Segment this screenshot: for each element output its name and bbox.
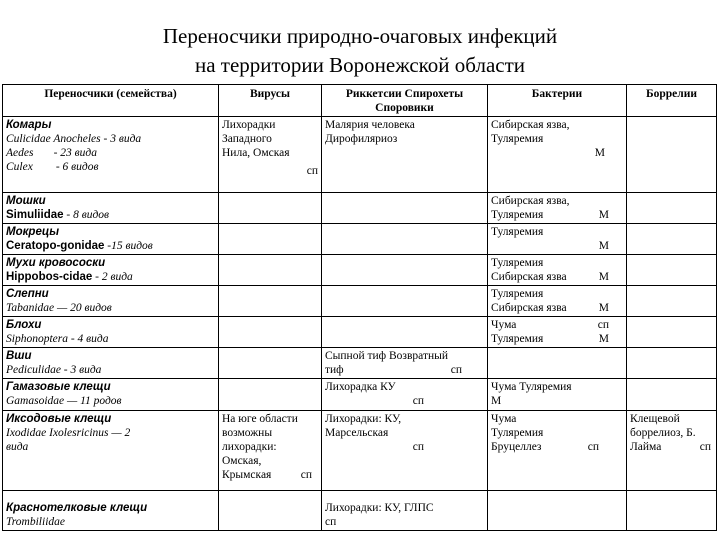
- carrier-detail: -15 видов: [104, 240, 153, 252]
- cell-note: сп: [300, 469, 312, 481]
- page-title: [0, 22, 720, 80]
- carrier-cell: [3, 491, 219, 531]
- carrier-detail: вида: [6, 441, 29, 453]
- borrelia-cell: [627, 224, 717, 255]
- virus-cell: [219, 348, 322, 379]
- cell-text: Малярия человека: [325, 119, 415, 131]
- cell-note: сп: [306, 165, 318, 177]
- cell-text: М: [491, 395, 502, 407]
- carrier-detail: Culex - 6 видов: [6, 161, 99, 173]
- carrier-name: Вши: [6, 350, 32, 362]
- carrier-detail: Ceratopo-gonidae: [6, 240, 105, 252]
- bacteria-cell: [488, 255, 627, 286]
- carrier-cell: [3, 286, 219, 317]
- cell-text: Туляремия: [491, 209, 544, 221]
- header-borrelia: Боррелии: [627, 85, 717, 117]
- virus-cell: [219, 379, 322, 411]
- cell-text: Лихорадки: [222, 119, 276, 131]
- rickettsia-cell: [322, 286, 488, 317]
- table-row: [3, 286, 717, 317]
- carrier-name: Мухи кровососки: [6, 257, 106, 269]
- cell-text: Туляремия: [491, 427, 544, 439]
- cell-note: М: [598, 333, 609, 345]
- cell-text: возможны: [222, 427, 273, 439]
- cell-text: Сибирская язва,: [491, 195, 570, 207]
- cell-text: Дирофиляриоз: [325, 133, 398, 145]
- cell-text: Туляремия: [491, 333, 544, 345]
- rickettsia-cell: [322, 379, 488, 411]
- carrier-cell: [3, 411, 219, 491]
- borrelia-cell: [627, 317, 717, 348]
- carrier-detail: Trombiliidae: [6, 516, 65, 528]
- cell-text: Туляремия: [491, 288, 544, 300]
- cell-text: Чума: [491, 319, 517, 331]
- rickettsia-cell: [322, 348, 488, 379]
- virus-cell: [219, 491, 322, 531]
- carrier-detail: Ixodidae Ixolesricinus — 2: [6, 427, 131, 439]
- cell-text: Марсельская: [325, 427, 389, 439]
- bacteria-cell: [488, 286, 627, 317]
- cell-text: Туляремия: [491, 226, 544, 238]
- virus-cell: [219, 224, 322, 255]
- carrier-detail: Tabanidae — 20 видов: [6, 302, 112, 314]
- cell-note: М: [598, 240, 609, 252]
- bacteria-cell: [488, 317, 627, 348]
- rickettsia-cell: [322, 255, 488, 286]
- table-row: [3, 117, 717, 193]
- rickettsia-cell: [322, 411, 488, 491]
- bacteria-cell: [488, 224, 627, 255]
- cell-note: сп: [412, 441, 424, 453]
- cell-text: сп: [325, 516, 337, 528]
- rickettsia-cell: [322, 224, 488, 255]
- borrelia-cell: [627, 286, 717, 317]
- cell-text: На юге области: [222, 413, 298, 425]
- carrier-name: Гамазовые клещи: [6, 381, 111, 393]
- carrier-detail: Hippobos-cidae: [6, 271, 93, 283]
- rickettsia-cell: [322, 491, 488, 531]
- carrier-detail: - 8 видов: [63, 209, 110, 221]
- carrier-detail: Aedes - 23 вида: [6, 147, 97, 159]
- carriers-table: [2, 84, 717, 531]
- carrier-name: Слепни: [6, 288, 49, 300]
- cell-text: Клещевой: [630, 413, 680, 425]
- carrier-name: Комары: [6, 119, 52, 131]
- borrelia-cell: [627, 379, 717, 411]
- table-row: [3, 224, 717, 255]
- table-row: [3, 348, 717, 379]
- virus-cell: [219, 193, 322, 224]
- cell-text: Нила, Омская: [222, 147, 290, 159]
- cell-text: Туляремия: [491, 257, 544, 269]
- cell-note: М: [598, 209, 609, 221]
- title-line-2: на территории Воронежской области: [194, 53, 525, 77]
- borrelia-cell: [627, 348, 717, 379]
- cell-text: тиф: [325, 364, 344, 376]
- carrier-cell: [3, 193, 219, 224]
- carrier-detail: Culicidae Anocheles - 3 вида: [6, 133, 142, 145]
- borrelia-cell: [627, 411, 717, 491]
- header-rickettsia: Риккетсии Спирохеты Споровики: [322, 85, 488, 117]
- carrier-name: Блохи: [6, 319, 42, 331]
- bacteria-cell: [488, 193, 627, 224]
- bacteria-cell: [488, 379, 627, 411]
- carrier-detail: Siphonoptera - 4 вида: [6, 333, 109, 345]
- bacteria-cell: [488, 348, 627, 379]
- cell-text: Западного: [222, 133, 272, 145]
- table-header-row: [3, 85, 717, 117]
- virus-cell: [219, 317, 322, 348]
- header-viruses: Вирусы: [219, 85, 322, 117]
- carrier-name: Краснотелковые клещи: [6, 502, 148, 514]
- carrier-name: Иксодовые клещи: [6, 413, 112, 425]
- cell-note: М: [594, 147, 605, 159]
- cell-text: Крымская: [222, 469, 272, 481]
- carrier-cell: [3, 224, 219, 255]
- table-row: [3, 193, 717, 224]
- bacteria-cell: [488, 411, 627, 491]
- cell-note: сп: [587, 441, 599, 453]
- cell-note: сп: [597, 319, 609, 331]
- carrier-cell: [3, 255, 219, 286]
- carrier-detail: Simuliidae: [6, 209, 64, 221]
- header-bacteria: Бактерии: [488, 85, 627, 117]
- virus-cell: [219, 255, 322, 286]
- cell-text: Лайма: [630, 441, 662, 453]
- carrier-cell: [3, 117, 219, 193]
- cell-note: М: [598, 271, 609, 283]
- carrier-detail: Gamasoidae — 11 родов: [6, 395, 122, 407]
- borrelia-cell: [627, 193, 717, 224]
- cell-text: Туляремия: [491, 133, 544, 145]
- carrier-detail: - 2 вида: [92, 271, 133, 283]
- carrier-cell: [3, 348, 219, 379]
- table-row: [3, 491, 717, 531]
- table-row: [3, 255, 717, 286]
- cell-note: М: [598, 302, 609, 314]
- bacteria-cell: [488, 117, 627, 193]
- borrelia-cell: [627, 255, 717, 286]
- cell-text: боррелиоз, Б.: [630, 427, 696, 439]
- cell-text: лихорадки:: [222, 441, 277, 453]
- cell-note: сп: [412, 395, 424, 407]
- carrier-detail: Pediculidae - 3 вида: [6, 364, 102, 376]
- virus-cell: [219, 286, 322, 317]
- carrier-cell: [3, 379, 219, 411]
- header-carrier: Переносчики (семейства): [3, 85, 219, 117]
- cell-text: Лихорадки: КУ, ГЛПС: [325, 502, 434, 514]
- carrier-name: Мокрецы: [6, 226, 60, 238]
- cell-note: сп: [450, 364, 462, 376]
- cell-text: Сыпной тиф Возвратный: [325, 350, 449, 362]
- cell-text: Чума: [491, 413, 517, 425]
- rickettsia-cell: [322, 193, 488, 224]
- rickettsia-cell: [322, 117, 488, 193]
- borrelia-cell: [627, 491, 717, 531]
- cell-text: Сибирская язва: [491, 271, 567, 283]
- virus-cell: [219, 117, 322, 193]
- cell-note: сп: [699, 441, 711, 453]
- table-row: [3, 317, 717, 348]
- cell-text: Лихорадки: КУ,: [325, 413, 402, 425]
- table-row: [3, 379, 717, 411]
- cell-text: Сибирская язва,: [491, 119, 570, 131]
- table-row: [3, 411, 717, 491]
- borrelia-cell: [627, 117, 717, 193]
- cell-text: Лихорадка КУ: [325, 381, 396, 393]
- rickettsia-cell: [322, 317, 488, 348]
- title-line-1: Переносчики природно-очаговых инфекций: [162, 24, 558, 48]
- cell-text: Сибирская язва: [491, 302, 567, 314]
- cell-text: Бруцеллез: [491, 441, 542, 453]
- virus-cell: [219, 411, 322, 491]
- carrier-name: Мошки: [6, 195, 46, 207]
- carrier-cell: [3, 317, 219, 348]
- cell-text: Омская,: [222, 455, 262, 467]
- bacteria-cell: [488, 491, 627, 531]
- cell-text: Чума Туляремия: [491, 381, 572, 393]
